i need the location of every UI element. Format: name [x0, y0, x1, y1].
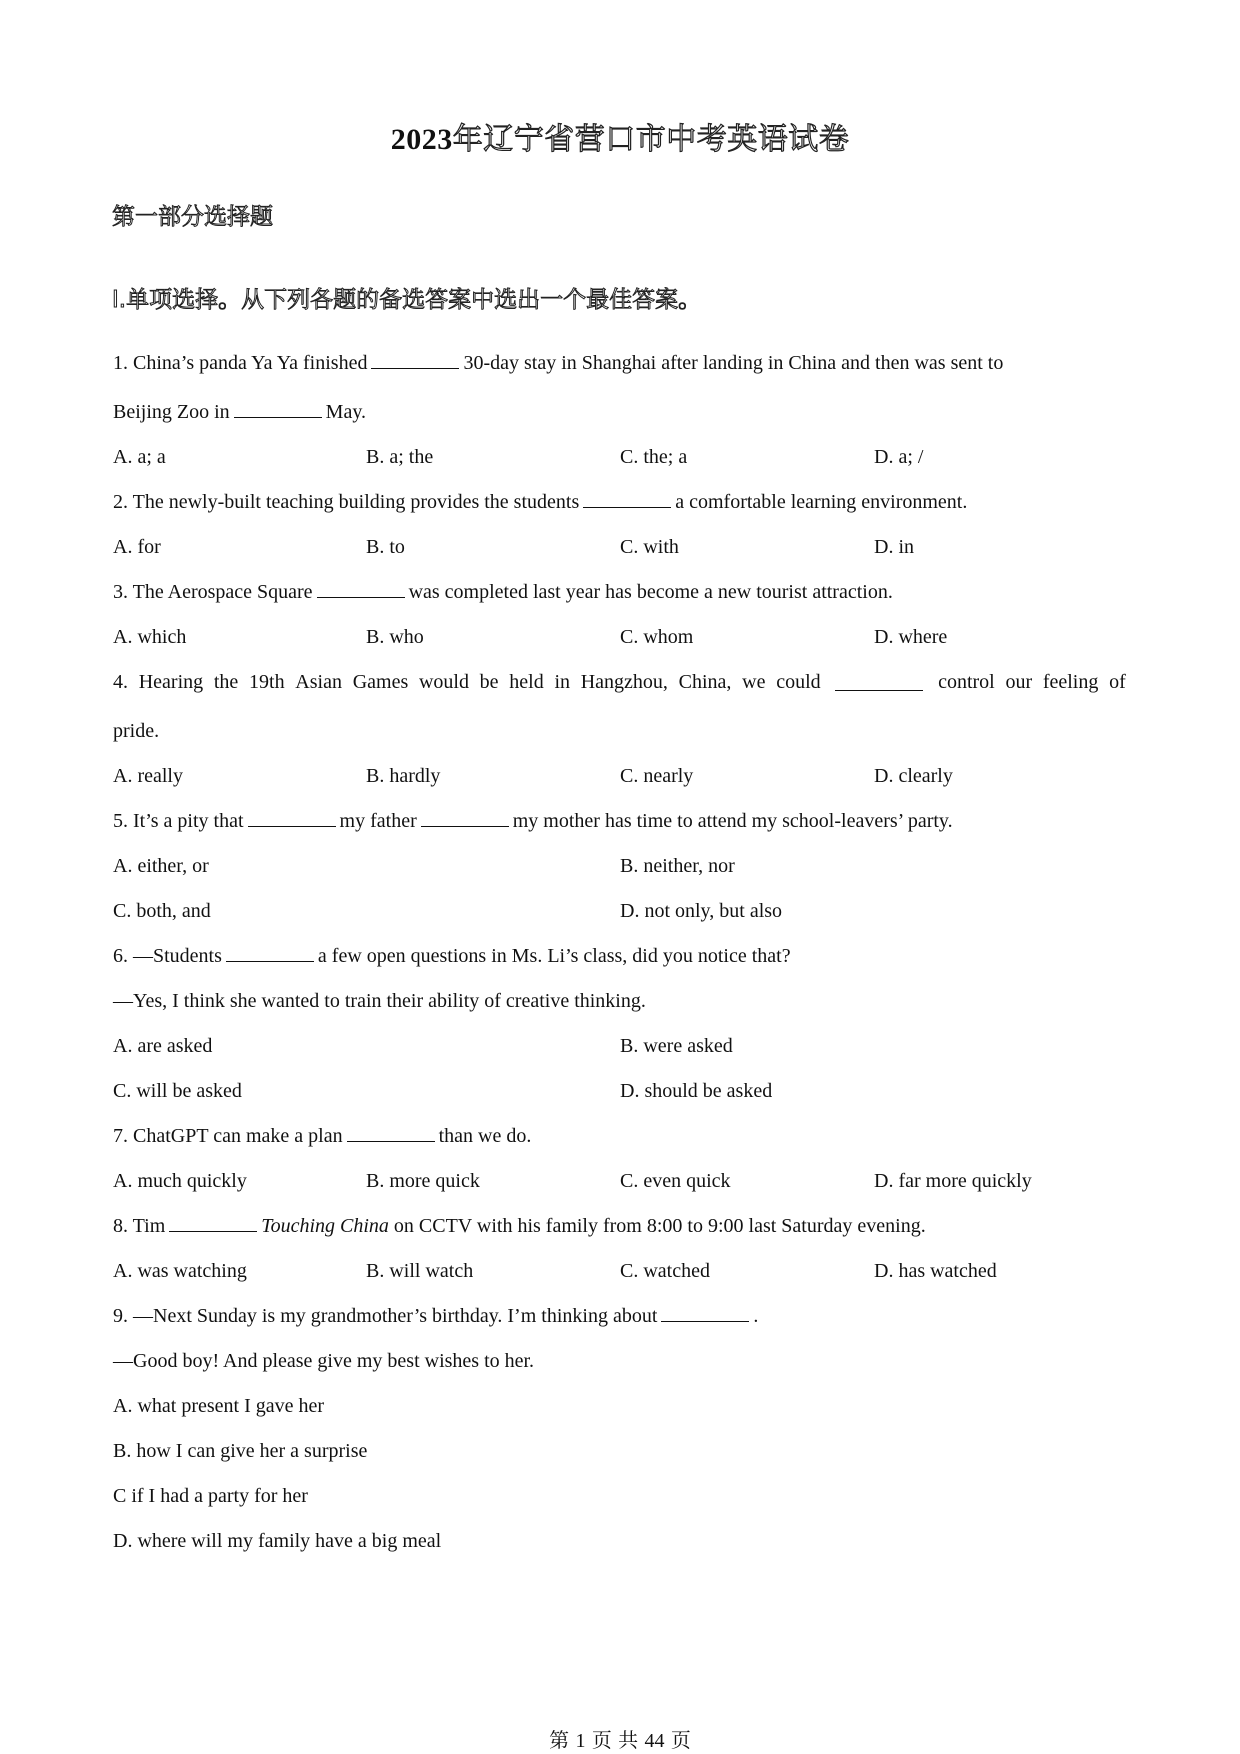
- option-b: B. to: [366, 536, 405, 558]
- title-year: 2023: [390, 123, 453, 156]
- question-5: 5. It’s a pity that my father my mother has time to attend my school-leavers’ party.: [113, 810, 953, 832]
- option-c: C. whom: [620, 626, 694, 648]
- question-7: 7. ChatGPT can make a plan than we do.: [113, 1125, 532, 1147]
- answer-blank: [421, 825, 509, 827]
- answer-blank: [661, 1320, 749, 1322]
- current-page: 1: [575, 1730, 586, 1752]
- option-b: B. who: [366, 626, 424, 648]
- question-8: 8. Tim Touching China on CCTV with his family from 8:00 to 9:00 last Saturday evening.: [113, 1215, 926, 1237]
- page-footer: 第 1 页 共 44 页: [549, 1728, 691, 1752]
- option-b: B. will watch: [366, 1260, 474, 1282]
- answer-blank: [583, 506, 671, 508]
- option-c: C. with: [620, 536, 679, 558]
- option-d: D. where: [874, 626, 948, 648]
- option-a: A. was watching: [113, 1260, 247, 1282]
- option-d: D. has watched: [874, 1260, 997, 1282]
- question-6: 6. —Students a few open questions in Ms. Li’s class, did you notice that?: [113, 945, 791, 967]
- option-d: D. should be asked: [620, 1080, 773, 1102]
- question-9: 9. —Next Sunday is my grandmother’s birthday. I’m thinking about .: [113, 1305, 759, 1327]
- question-4-line-2: pride.: [113, 720, 160, 742]
- option-c: C. nearly: [620, 765, 694, 787]
- option-b: B. hardly: [366, 765, 441, 787]
- option-b: B. more quick: [366, 1170, 480, 1192]
- option-b: B. how I can give her a surprise: [113, 1440, 368, 1462]
- option-a: A. what present I gave her: [113, 1395, 325, 1417]
- page-title: [0, 114, 1240, 158]
- option-c: C. both, and: [113, 900, 211, 922]
- answer-blank: [317, 596, 405, 598]
- answer-blank: [234, 416, 322, 418]
- option-a: A. which: [113, 626, 187, 648]
- option-d: D. a; /: [874, 446, 924, 468]
- option-a: A. really: [113, 765, 183, 787]
- option-c: C. watched: [620, 1260, 710, 1282]
- question-4-line-1: 4. Hearing the 19th Asian Games would be held in Hangzhou, China, we could control our feeling of: [113, 671, 1126, 693]
- option-c: C. will be asked: [113, 1080, 242, 1102]
- option-a: A. much quickly: [113, 1170, 247, 1192]
- option-d: D. clearly: [874, 765, 953, 787]
- option-b: B. neither, nor: [620, 855, 735, 877]
- question-9-reply: —Good boy! And please give my best wishes to her.: [113, 1350, 535, 1372]
- option-a: A. either, or: [113, 855, 209, 877]
- option-b: B. a; the: [366, 446, 434, 468]
- answer-blank: [347, 1140, 435, 1142]
- question-1-line-2: Beijing Zoo in May.: [113, 401, 367, 423]
- answer-blank: [248, 825, 336, 827]
- part-heading: 第一部分选择题: [112, 204, 273, 230]
- answer-blank: [226, 960, 314, 962]
- question-3: 3. The Aerospace Square was completed last year has become a new tourist attraction.: [113, 581, 893, 603]
- option-b: B. were asked: [620, 1035, 733, 1057]
- total-pages: 44: [644, 1730, 665, 1752]
- program-title: Touching China: [261, 1215, 389, 1237]
- option-a: A. are asked: [113, 1035, 213, 1057]
- section-heading: Ⅰ.单项选择。从下列各题的备选答案中选出一个最佳答案。: [112, 287, 702, 313]
- option-c: C if I had a party for her: [113, 1485, 308, 1507]
- question-6-reply: —Yes, I think she wanted to train their ability of creative thinking.: [113, 990, 646, 1012]
- answer-blank: [371, 367, 459, 369]
- option-d: D. in: [874, 536, 914, 558]
- title-text: 年辽宁省营口市中考英语试卷: [452, 122, 850, 157]
- question-2: 2. The newly-built teaching building provides the students a comfortable learning environment.: [113, 491, 968, 513]
- option-a: A. for: [113, 536, 161, 558]
- option-d: D. far more quickly: [874, 1170, 1032, 1192]
- answer-blank: [835, 689, 923, 691]
- answer-blank: [169, 1230, 257, 1232]
- option-d: D. where will my family have a big meal: [113, 1530, 442, 1552]
- option-a: A. a; a: [113, 446, 166, 468]
- option-c: C. the; a: [620, 446, 688, 468]
- option-c: C. even quick: [620, 1170, 731, 1192]
- option-d: D. not only, but also: [620, 900, 783, 922]
- question-1-line-1: 1. China’s panda Ya Ya finished 30-day stay in Shanghai after landing in China and then was sent to: [113, 352, 1004, 374]
